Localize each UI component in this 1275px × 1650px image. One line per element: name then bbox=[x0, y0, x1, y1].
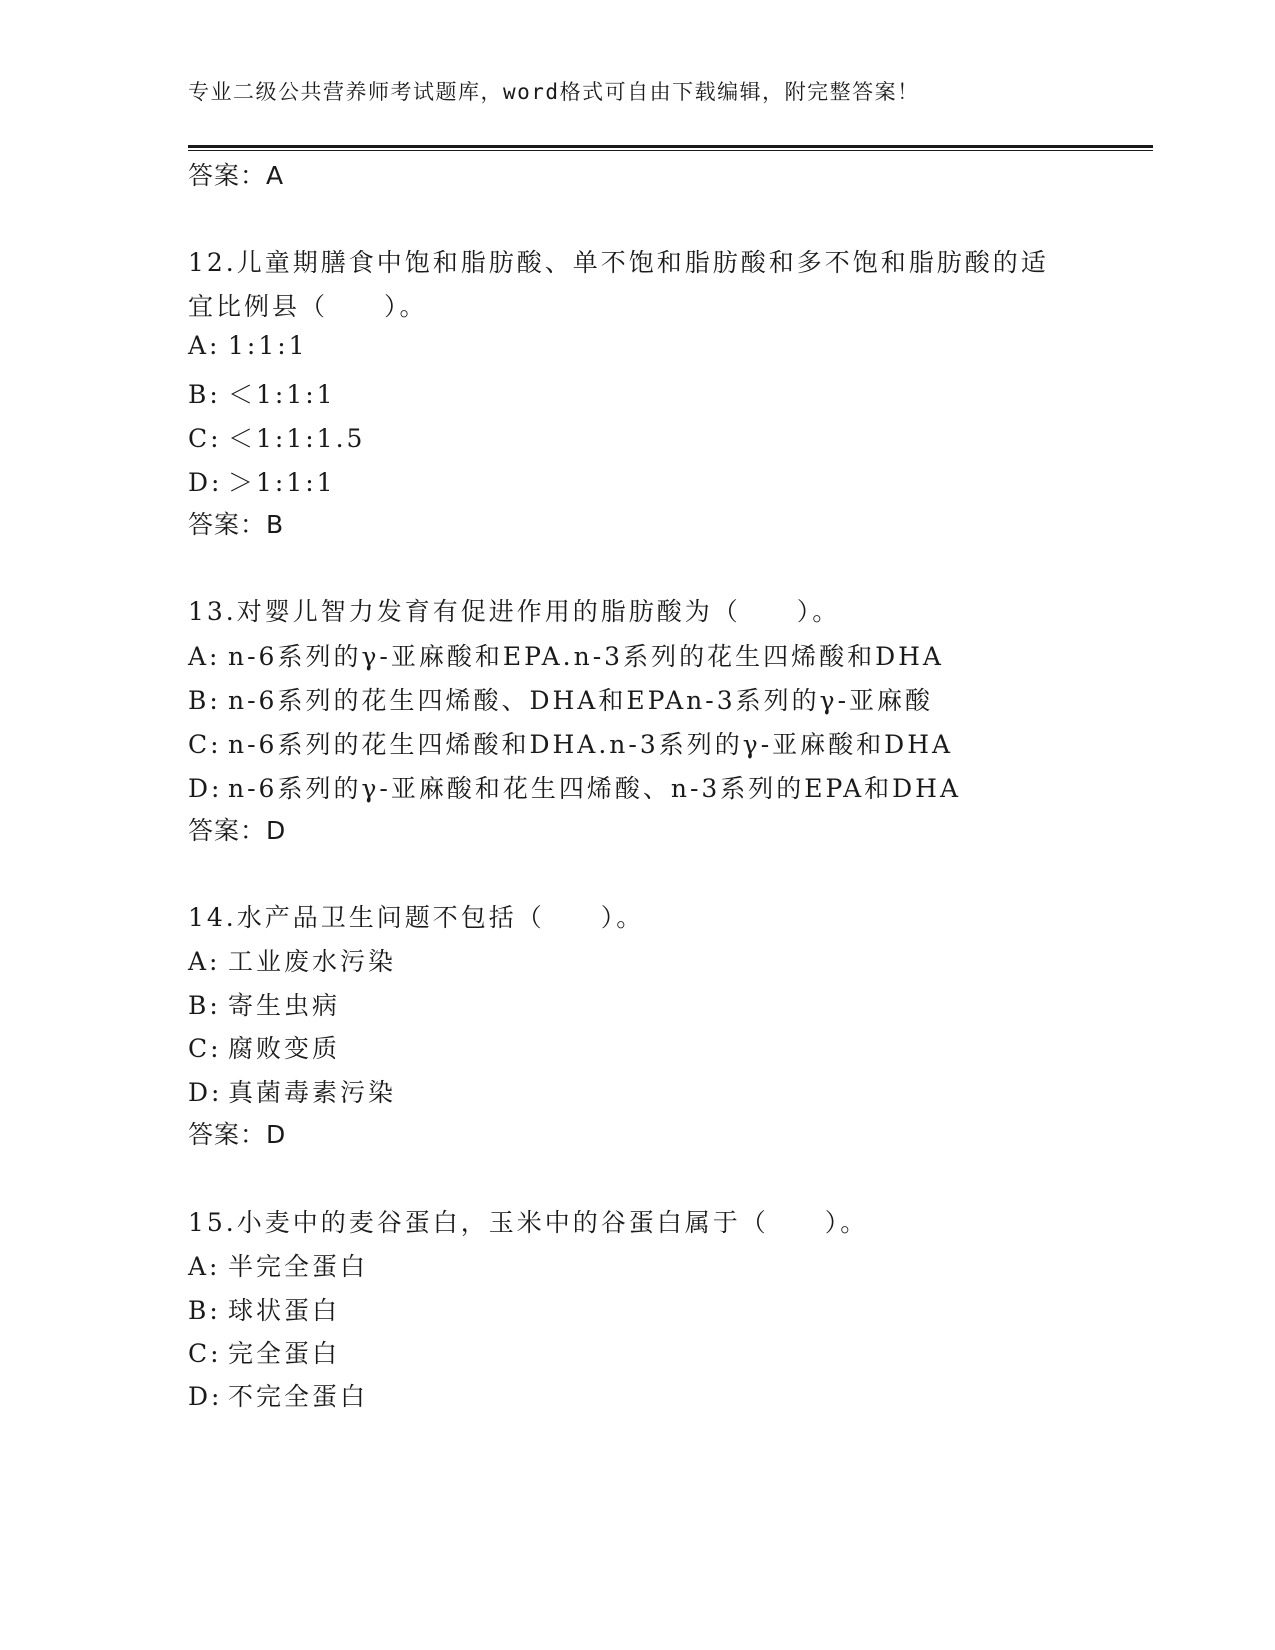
option-text: ＜1:1:1.5 bbox=[228, 424, 366, 453]
option-letter: C: bbox=[188, 1034, 222, 1063]
option-text: n-6系列的花生四烯酸和DHA.n-3系列的γ-亚麻酸和DHA bbox=[228, 730, 954, 759]
option-letter: A: bbox=[188, 642, 221, 671]
question-14-stem-line1: 14.水产品卫生问题不包括（ ）。 bbox=[188, 903, 645, 932]
question-15-stem-line1: 15.小麦中的麦谷蛋白，玉米中的谷蛋白属于（ ）。 bbox=[188, 1208, 869, 1237]
option-letter: A: bbox=[188, 331, 221, 360]
option-letter: C: bbox=[188, 1339, 222, 1368]
option-text: n-6系列的γ-亚麻酸和花生四烯酸、n-3系列的EPA和DHA bbox=[228, 774, 962, 803]
question-12-stem-line2: 宜比例县（ ）。 bbox=[188, 292, 428, 321]
option-text: n-6系列的γ-亚麻酸和EPA.n-3系列的花生四烯酸和DHA bbox=[228, 642, 944, 671]
question-12-option-a bbox=[188, 331, 308, 360]
option-letter: A: bbox=[188, 947, 221, 976]
option-text: 半完全蛋白 bbox=[228, 1252, 369, 1281]
option-letter: D: bbox=[188, 1382, 223, 1411]
option-text: 寄生虫病 bbox=[228, 991, 341, 1020]
option-text: 真菌毒素污染 bbox=[228, 1078, 397, 1107]
header-divider-thick bbox=[188, 145, 1153, 148]
question-12-option-b bbox=[188, 375, 336, 411]
question-14-answer: 答案：D bbox=[188, 1120, 287, 1149]
header-divider-thin bbox=[188, 150, 1153, 151]
option-text: ＞1:1:1 bbox=[228, 468, 336, 497]
question-13-stem-line1: 13.对婴儿智力发育有促进作用的脂肪酸为（ ）。 bbox=[188, 597, 841, 626]
question-14-option-a bbox=[188, 942, 396, 978]
option-letter: C: bbox=[188, 730, 222, 759]
option-letter: C: bbox=[188, 424, 222, 453]
question-13-option-d bbox=[188, 769, 961, 805]
option-text: 不完全蛋白 bbox=[228, 1382, 369, 1411]
option-letter: B: bbox=[188, 380, 221, 409]
option-letter: D: bbox=[188, 468, 223, 497]
question-13-option-c bbox=[188, 725, 953, 761]
option-letter: D: bbox=[188, 1078, 223, 1107]
option-text: n-6系列的花生四烯酸、DHA和EPAn-3系列的γ-亚麻酸 bbox=[228, 686, 934, 715]
option-text: 完全蛋白 bbox=[228, 1339, 341, 1368]
question-14-option-d bbox=[188, 1073, 396, 1109]
question-15-option-c bbox=[188, 1334, 340, 1370]
question-15-option-b bbox=[188, 1291, 340, 1327]
option-text: 1:1:1 bbox=[228, 331, 308, 360]
option-letter: B: bbox=[188, 1296, 221, 1325]
page-header: 专业二级公共营养师考试题库，word格式可自由下载编辑，附完整答案！ bbox=[188, 80, 920, 104]
option-letter: D: bbox=[188, 774, 223, 803]
question-15-option-a bbox=[188, 1247, 368, 1283]
option-letter: B: bbox=[188, 686, 221, 715]
question-13-option-a bbox=[188, 637, 944, 673]
question-12-option-c bbox=[188, 419, 365, 455]
question-13-option-b bbox=[188, 681, 933, 717]
answer-previous: 答案：A bbox=[188, 161, 285, 190]
question-12-answer: 答案：B bbox=[188, 510, 285, 539]
question-12-stem-line1: 12.儿童期膳食中饱和脂肪酸、单不饱和脂肪酸和多不饱和脂肪酸的适 bbox=[188, 248, 1049, 277]
question-14-option-c bbox=[188, 1029, 340, 1065]
question-13-answer: 答案：D bbox=[188, 816, 287, 845]
question-14-option-b bbox=[188, 986, 340, 1022]
option-text: 腐败变质 bbox=[228, 1034, 341, 1063]
question-15-option-d bbox=[188, 1377, 368, 1413]
option-text: 球状蛋白 bbox=[228, 1296, 341, 1325]
option-letter: A: bbox=[188, 1252, 221, 1281]
question-12-option-d bbox=[188, 463, 336, 499]
option-letter: B: bbox=[188, 991, 221, 1020]
option-text: 工业废水污染 bbox=[228, 947, 397, 976]
option-text: ＜1:1:1 bbox=[228, 380, 336, 409]
